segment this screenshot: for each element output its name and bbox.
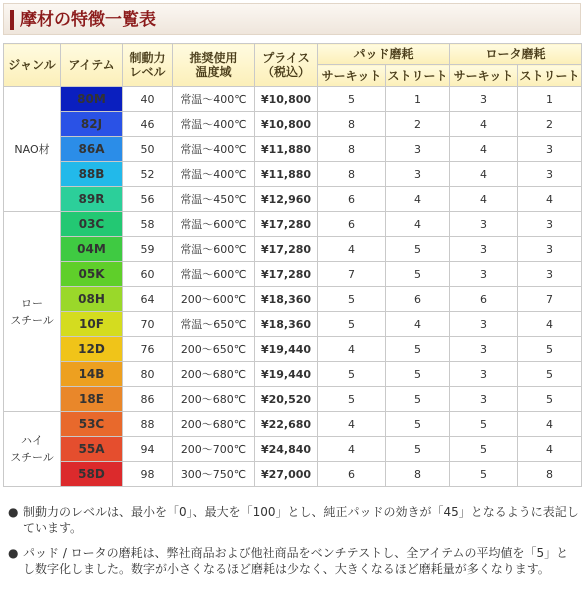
rotor-circuit-cell: 3: [450, 262, 518, 287]
genre-cell: [4, 212, 61, 412]
table-row: [4, 87, 582, 112]
price-cell: ¥20,520: [255, 387, 318, 412]
braking-level-cell: 98: [123, 462, 173, 487]
table-row: [4, 362, 582, 387]
temperature-cell: 常温～400℃: [173, 87, 255, 112]
rotor-street-cell: 3: [518, 262, 582, 287]
temperature-cell: 常温～650℃: [173, 312, 255, 337]
bullet-icon: ●: [8, 546, 19, 560]
header-braking-level: 制動力 レベル: [123, 44, 173, 87]
item-cell: 18E: [61, 387, 123, 412]
price-cell: ¥17,280: [255, 212, 318, 237]
braking-level-cell: 46: [123, 112, 173, 137]
header-pad-circuit: サーキット: [318, 65, 386, 87]
rotor-circuit-cell: 5: [450, 462, 518, 487]
temperature-cell: 常温～600℃: [173, 262, 255, 287]
braking-level-cell: 64: [123, 287, 173, 312]
rotor-circuit-cell: 4: [450, 137, 518, 162]
header-pad-wear: パッド磨耗: [318, 44, 450, 65]
pad-street-cell: 2: [386, 112, 450, 137]
pad-circuit-cell: 4: [318, 437, 386, 462]
item-cell: 82J: [61, 112, 123, 137]
table-row: [4, 237, 582, 262]
genre-label: ロー: [21, 296, 43, 310]
rotor-circuit-cell: 3: [450, 337, 518, 362]
item-cell: 88B: [61, 162, 123, 187]
rotor-circuit-cell: 3: [450, 362, 518, 387]
header-rotor-circuit: サーキット: [450, 65, 518, 87]
table-row: [4, 112, 582, 137]
temperature-cell: 常温～450℃: [173, 187, 255, 212]
pad-circuit-cell: 7: [318, 262, 386, 287]
rotor-street-cell: 3: [518, 212, 582, 237]
rotor-street-cell: 5: [518, 362, 582, 387]
pad-street-cell: 4: [386, 187, 450, 212]
pad-street-cell: 3: [386, 162, 450, 187]
pad-circuit-cell: 6: [318, 212, 386, 237]
braking-level-cell: 80: [123, 362, 173, 387]
header-rotor-street: ストリート: [518, 65, 582, 87]
temperature-cell: 常温～600℃: [173, 237, 255, 262]
rotor-street-cell: 3: [518, 137, 582, 162]
item-cell: 08H: [61, 287, 123, 312]
pad-circuit-cell: 8: [318, 137, 386, 162]
header-temperature-range: 推奨使用 温度域: [173, 44, 255, 87]
braking-level-cell: 76: [123, 337, 173, 362]
table-row: [4, 337, 582, 362]
pad-street-cell: 5: [386, 412, 450, 437]
braking-level-cell: 56: [123, 187, 173, 212]
pad-circuit-cell: 6: [318, 462, 386, 487]
temperature-cell: 200～680℃: [173, 362, 255, 387]
genre-cell: [4, 412, 61, 487]
pad-street-cell: 4: [386, 212, 450, 237]
temperature-cell: 200～650℃: [173, 337, 255, 362]
table-row: [4, 412, 582, 437]
price-cell: ¥18,360: [255, 312, 318, 337]
temperature-cell: 300～750℃: [173, 462, 255, 487]
page-title: 摩材の特徴一覧表: [20, 10, 156, 30]
rotor-circuit-cell: 4: [450, 112, 518, 137]
rotor-circuit-cell: 4: [450, 162, 518, 187]
pad-street-cell: 5: [386, 262, 450, 287]
price-cell: ¥18,360: [255, 287, 318, 312]
temperature-cell: 200～680℃: [173, 412, 255, 437]
header-item: アイテム: [61, 44, 123, 87]
pad-street-cell: 6: [386, 287, 450, 312]
item-cell: 80M: [61, 87, 123, 112]
rotor-street-cell: 1: [518, 87, 582, 112]
title-bar: [3, 3, 581, 35]
table-row: [4, 287, 582, 312]
temperature-cell: 200～700℃: [173, 437, 255, 462]
price-cell: ¥17,280: [255, 237, 318, 262]
braking-level-cell: 40: [123, 87, 173, 112]
pad-street-cell: 5: [386, 237, 450, 262]
table-row: [4, 312, 582, 337]
rotor-street-cell: 3: [518, 162, 582, 187]
price-cell: ¥27,000: [255, 462, 318, 487]
table-row: [4, 437, 582, 462]
pad-street-cell: 3: [386, 137, 450, 162]
item-cell: 86A: [61, 137, 123, 162]
item-cell: 58D: [61, 462, 123, 487]
rotor-street-cell: 2: [518, 112, 582, 137]
temperature-cell: 常温～600℃: [173, 212, 255, 237]
rotor-circuit-cell: 3: [450, 87, 518, 112]
braking-level-cell: 86: [123, 387, 173, 412]
genre-cell: [4, 87, 61, 212]
item-cell: 05K: [61, 262, 123, 287]
price-cell: ¥19,440: [255, 362, 318, 387]
rotor-circuit-cell: 3: [450, 212, 518, 237]
braking-level-cell: 94: [123, 437, 173, 462]
price-cell: ¥11,880: [255, 162, 318, 187]
pad-circuit-cell: 5: [318, 312, 386, 337]
braking-level-cell: 88: [123, 412, 173, 437]
temperature-cell: 常温～400℃: [173, 112, 255, 137]
rotor-street-cell: 4: [518, 412, 582, 437]
pad-circuit-cell: 6: [318, 187, 386, 212]
genre-label: ハイ: [21, 434, 43, 447]
genre-label: スチール: [10, 451, 54, 464]
item-cell: 55A: [61, 437, 123, 462]
header-price: プライス （税込）: [255, 44, 318, 87]
pad-circuit-cell: 5: [318, 362, 386, 387]
pad-street-cell: 5: [386, 437, 450, 462]
rotor-street-cell: 3: [518, 237, 582, 262]
pad-street-cell: 5: [386, 387, 450, 412]
item-cell: 53C: [61, 412, 123, 437]
genre-label: スチール: [10, 313, 54, 327]
pad-street-cell: 1: [386, 87, 450, 112]
pad-circuit-cell: 8: [318, 162, 386, 187]
header-rotor-wear: ロータ磨耗: [450, 44, 582, 65]
header-genre: ジャンル: [4, 44, 61, 87]
pad-circuit-cell: 5: [318, 387, 386, 412]
pad-circuit-cell: 5: [318, 287, 386, 312]
pad-circuit-cell: 5: [318, 87, 386, 112]
title-accent-bar: [10, 10, 14, 30]
notes: [8, 504, 580, 586]
price-cell: ¥11,880: [255, 137, 318, 162]
table-row: [4, 187, 582, 212]
rotor-circuit-cell: 4: [450, 187, 518, 212]
rotor-circuit-cell: 3: [450, 237, 518, 262]
pad-circuit-cell: 4: [318, 237, 386, 262]
temperature-cell: 200～680℃: [173, 387, 255, 412]
table-body: [4, 87, 582, 487]
table-row: [4, 212, 582, 237]
bullet-icon: ●: [8, 505, 19, 519]
rotor-circuit-cell: 3: [450, 312, 518, 337]
rotor-street-cell: 8: [518, 462, 582, 487]
item-cell: 03C: [61, 212, 123, 237]
braking-level-cell: 70: [123, 312, 173, 337]
item-cell: 12D: [61, 337, 123, 362]
braking-level-cell: 58: [123, 212, 173, 237]
pad-street-cell: 5: [386, 362, 450, 387]
genre-label: NAO材: [14, 142, 50, 156]
pad-street-cell: 8: [386, 462, 450, 487]
pad-street-cell: 5: [386, 337, 450, 362]
rotor-street-cell: 4: [518, 187, 582, 212]
header-pad-street: ストリート: [386, 65, 450, 87]
table-row: [4, 137, 582, 162]
item-cell: 14B: [61, 362, 123, 387]
item-cell: 10F: [61, 312, 123, 337]
braking-level-cell: 50: [123, 137, 173, 162]
table-row: [4, 462, 582, 487]
price-cell: ¥24,840: [255, 437, 318, 462]
item-cell: 89R: [61, 187, 123, 212]
note-braking-level: [8, 504, 580, 536]
table-row: [4, 162, 582, 187]
price-cell: ¥12,960: [255, 187, 318, 212]
rotor-circuit-cell: 6: [450, 287, 518, 312]
rotor-street-cell: 5: [518, 387, 582, 412]
price-cell: ¥17,280: [255, 262, 318, 287]
note-wear: [8, 545, 580, 577]
temperature-cell: 200～600℃: [173, 287, 255, 312]
spec-table: [3, 43, 582, 487]
table-row: [4, 262, 582, 287]
pad-street-cell: 4: [386, 312, 450, 337]
rotor-street-cell: 7: [518, 287, 582, 312]
braking-level-cell: 52: [123, 162, 173, 187]
price-cell: ¥10,800: [255, 112, 318, 137]
rotor-circuit-cell: 3: [450, 387, 518, 412]
pad-circuit-cell: 4: [318, 412, 386, 437]
table-row: [4, 387, 582, 412]
braking-level-cell: 59: [123, 237, 173, 262]
temperature-cell: 常温～400℃: [173, 162, 255, 187]
note-text: 制動力のレベルは、最小を「0」、最大を「100」とし、純正パッドの効きが「45」となるように表記しています。: [23, 505, 579, 535]
braking-level-cell: 60: [123, 262, 173, 287]
temperature-cell: 常温～400℃: [173, 137, 255, 162]
rotor-circuit-cell: 5: [450, 437, 518, 462]
price-cell: ¥22,680: [255, 412, 318, 437]
price-cell: ¥10,800: [255, 87, 318, 112]
pad-circuit-cell: 4: [318, 337, 386, 362]
price-cell: ¥19,440: [255, 337, 318, 362]
rotor-street-cell: 4: [518, 312, 582, 337]
pad-circuit-cell: 8: [318, 112, 386, 137]
item-cell: 04M: [61, 237, 123, 262]
rotor-circuit-cell: 5: [450, 412, 518, 437]
rotor-street-cell: 5: [518, 337, 582, 362]
note-text: パッド / ロータの磨耗は、弊社商品および他社商品をベンチテストし、全アイテムの平均値を「5」とし数字化しました。数字が小さくなるほど磨耗は少なく、大きくなるほど磨耗量が多くなります。: [23, 546, 569, 576]
rotor-street-cell: 4: [518, 437, 582, 462]
